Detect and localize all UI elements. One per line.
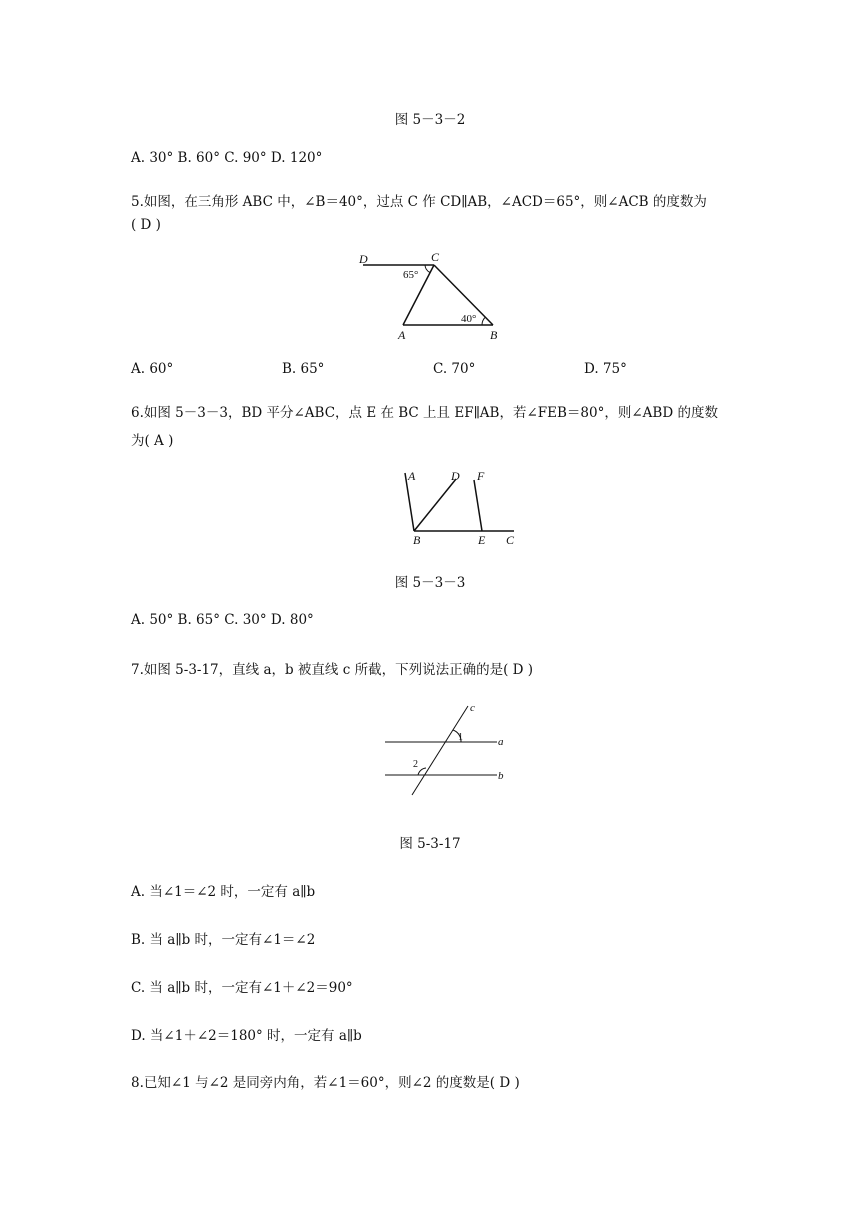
q7-option-d: D. 当∠1＋∠2＝180° 时，一定有 a∥b [131, 1028, 362, 1044]
q5-label-a: A [398, 328, 406, 342]
q5-triangle-figure [355, 250, 515, 345]
q5-label-d: D [359, 252, 368, 266]
q7-label-b: b [498, 770, 504, 782]
q5-option-c: C. 70° [433, 361, 476, 377]
q6-figure [400, 465, 525, 550]
q6-options: A. 50° B. 65° C. 30° D. 80° [131, 612, 314, 628]
q7-option-a: A. 当∠1＝∠2 时，一定有 a∥b [131, 884, 316, 900]
q7-option-c: C. 当 a∥b 时，一定有∠1＋∠2＝90° [131, 980, 353, 996]
q7-label-c: c [470, 702, 475, 714]
q7-figure [380, 700, 515, 800]
q7-stem: 7.如图 5-3-17，直线 a，b 被直线 c 所截，下列说法正确的是( D ) [131, 662, 534, 678]
q7-angle-2: 2 [413, 759, 418, 770]
figure-caption-5-3-3: 图 5－3－3 [394, 575, 466, 591]
q6-stem-line2: 为( A ) [131, 433, 174, 449]
q5-option-d: D. 75° [584, 361, 627, 377]
q5-label-c: C [431, 250, 440, 264]
q6-label-b: B [413, 533, 421, 547]
q5-option-b: B. 65° [282, 361, 325, 377]
q6-label-c: C [506, 533, 515, 547]
q5-stem-line1: 5.如图，在三角形 ABC 中，∠B＝40°，过点 C 作 CD∥AB，∠ACD＝65°，则∠ACB 的度数为 [131, 194, 707, 210]
q6-label-f: F [477, 469, 485, 483]
q6-label-a: A [408, 469, 416, 483]
figure-caption-5-3-17: 图 5-3-17 [399, 836, 461, 852]
q8-stem: 8.已知∠1 与∠2 是同旁内角，若∠1＝60°，则∠2 的度数是( D ) [131, 1075, 520, 1091]
q7-angle-1: 1 [458, 732, 463, 743]
q5-angle-c: 65° [403, 269, 419, 281]
q5-option-a: A. 60° [131, 361, 174, 377]
q5-stem-line2: ( D ) [131, 217, 161, 233]
q6-label-d: D [451, 469, 460, 483]
q7-option-b: B. 当 a∥b 时，一定有∠1＝∠2 [131, 932, 316, 948]
q5-angle-b: 40° [461, 313, 477, 325]
q6-stem-line1: 6.如图 5－3－3，BD 平分∠ABC，点 E 在 BC 上且 EF∥AB，若∠FEB＝80°，则∠ABD 的度数 [131, 405, 718, 421]
q6-label-e: E [478, 533, 486, 547]
q7-label-a: a [498, 736, 504, 748]
figure-caption-5-3-2: 图 5－3－2 [394, 112, 466, 128]
q5-label-b: B [490, 328, 498, 342]
q4-options: A. 30° B. 60° C. 90° D. 120° [131, 150, 323, 166]
